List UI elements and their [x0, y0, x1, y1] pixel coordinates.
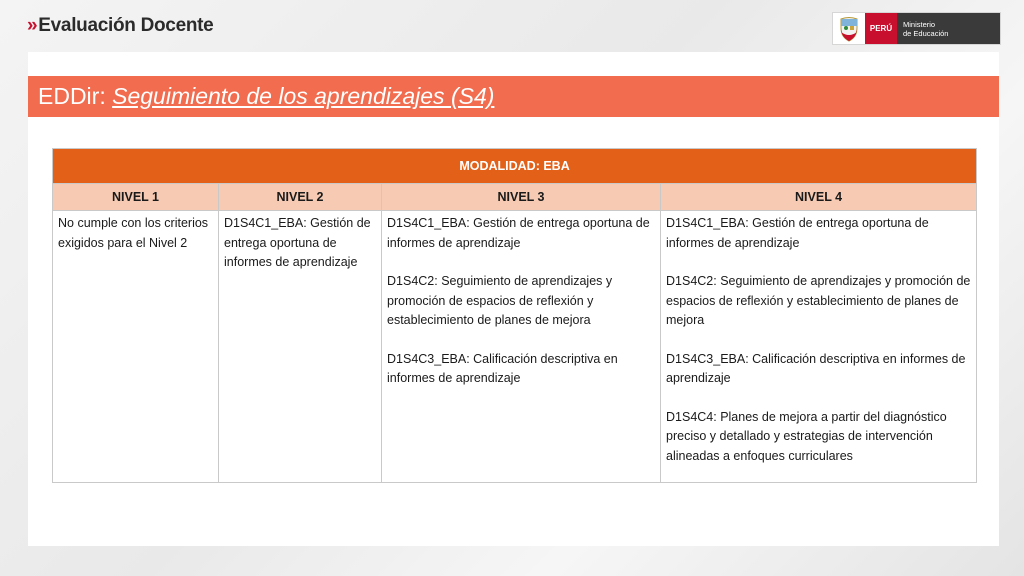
slide-title — [38, 83, 494, 110]
column-header-nivel-1: NIVEL 1 — [53, 184, 219, 211]
slide-panel — [28, 52, 999, 546]
brand-chevron: » — [27, 15, 38, 36]
cell-nivel-1 — [53, 211, 219, 483]
criterion-text: D1S4C2: Seguimiento de aprendizajes y promoción de espacios de reflexión y establecimiento de planes de mejora — [666, 274, 971, 327]
top-bar — [0, 0, 1024, 52]
criteria-table — [52, 148, 977, 483]
criterion-text: D1S4C4: Planes de mejora a partir del diagnóstico preciso y detallado y estrategias de intervención alineadas a enfoques curriculares — [666, 409, 947, 463]
ministry-line-2: de Educación — [903, 28, 949, 38]
cell-nivel-2 — [219, 211, 382, 483]
column-header-nivel-3: NIVEL 3 — [382, 184, 661, 211]
criterion-text: D1S4C3_EBA: Calificación descriptiva en informes de aprendizaje — [387, 351, 618, 385]
modalidad-header: MODALIDAD: EBA — [53, 149, 977, 184]
title-prefix: EDDir: — [38, 83, 113, 109]
nivel-header-row — [53, 184, 977, 211]
cell-nivel-3 — [382, 211, 661, 483]
criterion-text: D1S4C1_EBA: Gestión de entrega oportuna de informes de aprendizaje — [224, 216, 371, 269]
criterion-text: D1S4C1_EBA: Gestión de entrega oportuna de informes de aprendizaje — [387, 216, 650, 250]
criterion-text: D1S4C3_EBA: Calificación descriptiva en informes de aprendizaje — [666, 351, 966, 385]
ministry-line-1: Ministerio — [903, 19, 936, 29]
column-header-nivel-2: NIVEL 2 — [219, 184, 382, 211]
brand-name: Evaluación Docente — [38, 15, 214, 36]
criterion-text: D1S4C2: Seguimiento de aprendizajes y promoción de espacios de reflexión y establecimiento de planes de mejora — [387, 274, 613, 327]
criterion-text: No cumple con los criterios exigidos para el Nivel 2 — [58, 216, 209, 250]
coat-of-arms-icon — [833, 13, 865, 44]
column-header-nivel-4: NIVEL 4 — [661, 184, 977, 211]
brand-logo — [27, 15, 213, 37]
table-row — [53, 211, 977, 483]
modalidad-row — [53, 149, 977, 184]
ministry-logo — [832, 12, 1001, 45]
ministry-label — [897, 13, 1000, 44]
title-link[interactable]: Seguimiento de los aprendizajes (S4) — [112, 83, 495, 109]
peru-label: PERÚ — [865, 13, 897, 44]
cell-nivel-4 — [661, 211, 977, 483]
title-bar — [28, 76, 999, 117]
criterion-text: D1S4C1_EBA: Gestión de entrega oportuna de informes de aprendizaje — [666, 216, 929, 250]
